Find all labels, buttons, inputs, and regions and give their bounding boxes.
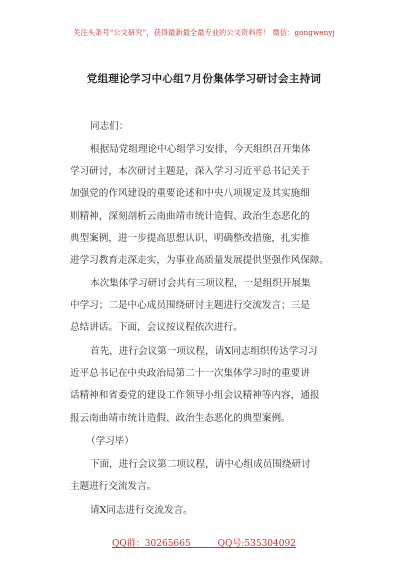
paragraph-line: 典型案例，进一步提高思想认识、明确整改措施，扎实推 xyxy=(70,232,310,244)
paragraph-line: 学习研讨，本次研讨主题是，深入学习习近平总书记关于 xyxy=(70,166,310,178)
paragraph-line: 根据局党组理论中心组学习安排，今天组织召开集体 xyxy=(90,144,311,155)
paragraph-line: 报云南曲靖市统计造假、政治生态恶化的典型案例。 xyxy=(70,412,291,424)
paragraph-line: 则精神，深刻剖析云南曲靖市统计造假、政治生态恶化的 xyxy=(70,210,310,222)
paragraph-line: 主题进行交流发言。 xyxy=(70,481,157,493)
paragraph-line: 首先，进行会议第一项议程，请X同志组织传达学习习 xyxy=(90,346,318,357)
second-agenda-paragraph xyxy=(70,454,311,498)
paragraph-line: 加强党的作风建设的重要论述和中央八项规定及其实施细 xyxy=(70,188,310,200)
study-done-note xyxy=(86,431,134,453)
header-promo-note: 关注头条号“公文研究”，获得最新最全最专业的公文资料库！ 微信：gongwenyj xyxy=(73,28,335,37)
salutation-paragraph xyxy=(90,116,128,138)
paragraph-line: 本次集体学习研讨会共有三项议程，一是组织开展集 xyxy=(90,278,311,289)
page-title: 党组理论学习中心组7月份集体学习研讨会主持词 xyxy=(86,73,322,85)
agenda-paragraph xyxy=(70,273,311,340)
paragraph-line: 总结讲话。下面，会议按议程依次进行。 xyxy=(70,322,243,334)
paragraph-line: 请X同志进行交流发言。 xyxy=(90,505,193,516)
speaker-invite-paragraph xyxy=(90,500,193,522)
paragraph-line: （学习毕） xyxy=(86,436,134,447)
paragraph-line: 进学习教育走深走实，为事业高质量发展提供坚强作风保障。 xyxy=(70,254,330,266)
paragraph-line: 近平总书记在中央政治局第二十一次集体学习时的重要讲 xyxy=(70,368,310,380)
paragraph-line: 同志们： xyxy=(90,121,129,132)
intro-paragraph xyxy=(70,139,330,272)
paragraph-line: 话精神和省委党的建设工作领导小组会议精神等内容，通报 xyxy=(70,390,320,402)
footer-contact-info: QQ群：30265665 QQ号:535304092 xyxy=(112,539,296,549)
first-agenda-paragraph xyxy=(70,341,320,430)
paragraph-line: 下面，进行会议第二项议程，请中心组成员围绕研讨 xyxy=(90,459,311,470)
paragraph-line: 中学习；二是中心成员围绕研讨主题进行交流发言；三是 xyxy=(70,300,310,312)
